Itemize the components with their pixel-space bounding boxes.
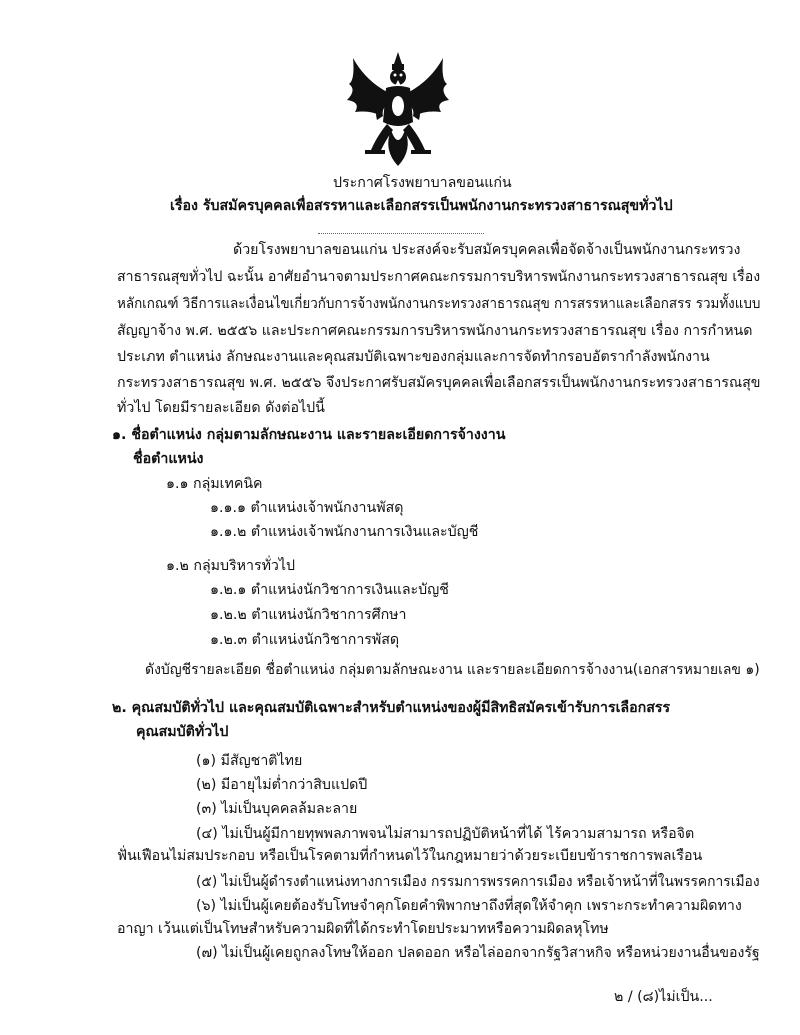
group-admin: ๑.๒ กลุ่มบริหารทั่วไป	[166, 558, 296, 574]
position-item: ๑.๒.๒ ตำแหน่งนักวิชาการศึกษา	[210, 607, 407, 623]
position-item: ๑.๑.๒ ตำแหน่งเจ้าพนักงานการเงินและบัญชี	[210, 524, 479, 540]
position-item: ๑.๑.๑ ตำแหน่งเจ้าพนักงานพัสดุ	[210, 500, 404, 516]
qualification-item: (๖) ไม่เป็นผู้เคยต้องรับโทษจำคุกโดยคำพิพากษาถึงที่สุดให้จำคุก เพราะกระทำความผิดทาง	[196, 898, 742, 914]
section-1-subheading: ชื่อตำแหน่ง	[133, 451, 204, 467]
intro-line: ด้วยโรงพยาบาลขอนแก่น ประสงค์จะรับสมัครบุคคลเพื่อจัดจ้างเป็นพนักงานกระทรวง	[233, 242, 741, 258]
qualification-item: (๒) มีอายุไม่ต่ำกว่าสิบแปดปี	[196, 777, 368, 793]
page-continuation: ๒ / (๘)ไม่เป็น...	[614, 989, 713, 1005]
announcement-subject: เรื่อง รับสมัครบุคคลเพื่อสรรหาและเลือกสรรเป็นพนักงานกระทรวงสาธารณสุขทั่วไป	[170, 198, 673, 214]
section-2-heading: ๒. คุณสมบัติทั่วไป และคุณสมบัติเฉพาะสำหรับตำแหน่งของผู้มีสิทธิสมัครเข้ารับการเลือกสรร	[112, 700, 671, 716]
position-item: ๑.๒.๑ ตำแหน่งนักวิชาการเงินและบัญชี	[210, 582, 449, 598]
qualification-item: อาญา เว้นแต่เป็นโทษสำหรับความผิดที่ได้กระทำโดยประมาทหรือความผิดลหุโทษ	[117, 921, 609, 937]
qualification-item: (๗) ไม่เป็นผู้เคยถูกลงโทษให้ออก ปลดออก หรือไล่ออกจากรัฐวิสาหกิจ หรือหน่วยงานอื่นของรัฐ	[196, 945, 760, 961]
intro-line: สาธารณสุขทั่วไป ฉะนั้น อาศัยอำนาจตามประกาศคณะกรรมการบริหารพนักงานกระทรวงสาธารณสุข เรื่อง	[117, 269, 761, 285]
section-2-subheading: คุณสมบัติทั่วไป	[136, 724, 229, 740]
qualification-item: (๕) ไม่เป็นผู้ดำรงตำแหน่งทางการเมือง กรรมการพรรคการเมือง หรือเจ้าหน้าที่ในพรรคการเมือง	[196, 874, 760, 890]
qualification-item: (๓) ไม่เป็นบุคคลล้มละลาย	[196, 801, 358, 817]
intro-line: กระทรวงสาธารณสุข พ.ศ. ๒๕๕๖ จึงประกาศรับสมัครบุคคลเพื่อเลือกสรรเป็นพนักงานกระทรวงสาธารณสุข	[117, 375, 761, 391]
intro-line: ทั่วไป โดยมีรายละเอียด ดังต่อไปนี้	[117, 400, 325, 416]
section-1-heading: ๑. ชื่อตำแหน่ง กลุ่มตามลักษณะงาน และรายละเอียดการจ้างงาน	[112, 427, 506, 443]
intro-line: หลักเกณฑ์ วิธีการและเงื่อนไขเกี่ยวกับการจ้างพนักงานกระทรวงสาธารณสุข การสรรหาและเลือกสรร รวมทั้งแบบ	[117, 296, 761, 312]
group-technical: ๑.๑ กลุ่มเทคนิค	[166, 476, 263, 492]
intro-line: สัญญาจ้าง พ.ศ. ๒๕๕๖ และประกาศคณะกรรมการบริหารพนักงานกระทรวงสาธารณสุข เรื่อง การกำหนด	[117, 323, 753, 339]
intro-line: ประเภท ตำแหน่ง ลักษณะงานและคุณสมบัติเฉพาะของกลุ่มและการจัดทำกรอบอัตรากำลังพนักงาน	[117, 349, 710, 365]
garuda-emblem-icon	[343, 50, 453, 170]
announcement-title: ประกาศโรงพยาบาลขอนแก่น	[333, 175, 512, 191]
qualification-item: (๑) มีสัญชาติไทย	[196, 753, 303, 769]
title-divider	[318, 233, 484, 234]
qualification-item: (๔) ไม่เป็นผู้มีกายทุพพลภาพจนไม่สามารถปฏิบัติหน้าที่ได้ ไร้ความสามารถ หรือจิต	[196, 826, 695, 842]
qualification-item: ฟั่นเฟือนไม่สมประกอบ หรือเป็นโรคตามที่กำหนดไว้ในกฎหมายว่าด้วยระเบียบข้าราชการพลเรือน	[117, 848, 703, 864]
section-1-note: ดังบัญชีรายละเอียด ชื่อตำแหน่ง กลุ่มตามลักษณะงาน และรายละเอียดการจ้างงาน(เอกสารหมายเลข ๑)	[145, 662, 760, 678]
position-item: ๑.๒.๓ ตำแหน่งนักวิชาการพัสดุ	[210, 632, 400, 648]
